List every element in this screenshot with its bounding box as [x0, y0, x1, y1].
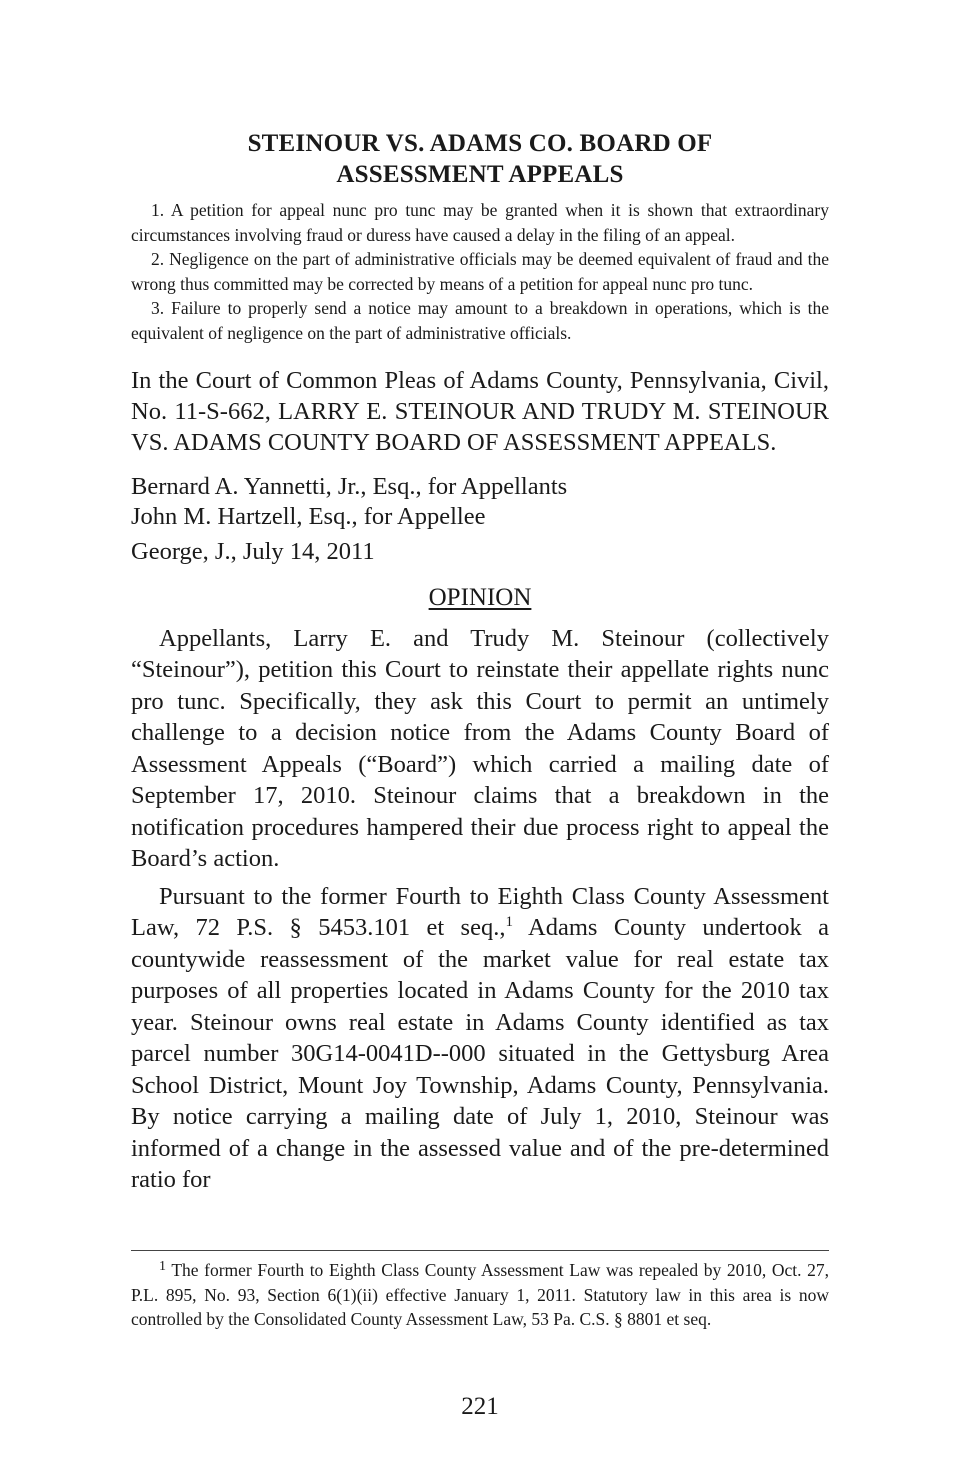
paragraph-2-text-after-ref: Adams County undertook a countywide reassessment of the market value for real estate tax purposes of all properties located in Adams County for the 2010 tax year. Steinour owns real estate in Adams County identified as tax parcel number 30G14-0041D--000 situated in the Gettysburg Area School District, Mount Joy Township, Adams County, Pennsylvania. By notice carrying a mailing date of July 1, 2010, Steinour was informed of a change in the assessed value and of the pre-determined ratio for — [131, 914, 829, 1194]
footnote-1 — [131, 1258, 829, 1332]
title-line-1: STEINOUR VS. ADAMS CO. BOARD OF — [247, 130, 713, 157]
title-line-2: ASSESSMENT APPEALS — [336, 161, 624, 188]
opinion-heading — [131, 583, 829, 613]
counsel-appellants: Bernard A. Yannetti, Jr., Esq., for Appellants — [131, 472, 568, 500]
document-title — [131, 128, 829, 190]
judge-line: George, J., July 14, 2011 — [131, 537, 375, 565]
footnote-divider — [131, 1250, 829, 1251]
footnote-number: 1 — [159, 1259, 166, 1274]
counsel-list — [131, 472, 829, 532]
page-content — [131, 128, 829, 1196]
opinion-heading-text: OPINION — [428, 583, 532, 611]
headnote-3: 3. Failure to properly send a notice may amount to a breakdown in operations, which is the equivalent of negligence on the part of administrative officials. — [131, 298, 829, 343]
page-number: 221 — [461, 1393, 499, 1420]
headnote-1: 1. A petition for appeal nunc pro tunc may be granted when it is shown that extraordinary circumstances involving fraud or duress have caused a delay in the filing of an appeal. — [131, 200, 829, 245]
paragraph-2-text-before-ref: Pursuant to the former Fourth to Eighth Class County Assessment Law, 72 P.S. § 5453.101 et seq., — [131, 882, 829, 942]
footnote-text: The former Fourth to Eighth Class County Assessment Law was repealed by 2010, Oct. 27, P.L. 895, No. 93, Section 6(1)(ii) effective January 1, 2011. Statutory law in this area is now controlled by the Consolidated County Assessment Law, 53 Pa. C.S. § 8801 et seq. — [131, 1260, 829, 1330]
headnotes — [131, 198, 829, 346]
counsel-appellee: John M. Hartzell, Esq., for Appellee — [131, 502, 486, 530]
headnote-2: 2. Negligence on the part of administrative officials may be deemed equivalent of fraud and the wrong thus committed may be corrected by means of a petition for appeal nunc pro tunc. — [131, 249, 829, 294]
case-caption: In the Court of Common Pleas of Adams County, Pennsylvania, Civil, No. 11-S-662, LARRY E. STEINOUR AND TRUDY M. STEINOUR VS. ADAMS COUNTY BOARD OF ASSESSMENT APPEALS. — [131, 366, 829, 456]
opinion-paragraph-2 — [131, 881, 829, 1196]
footnote-reference[interactable]: 1 — [505, 914, 513, 931]
opinion-paragraph-1: Appellants, Larry E. and Trudy M. Steinour (collectively “Steinour”), petition this Court to reinstate their appellate rights nunc pro tunc. Specifically, they ask this Court to permit an untimely challenge to a decision notice from the Adams County Board of Assessment Appeals (“Board”) which carried a mailing date of September 17, 2010. Steinour claims that a breakdown in the notification procedures hampered their due process right to appeal the Board’s action. — [131, 624, 829, 873]
